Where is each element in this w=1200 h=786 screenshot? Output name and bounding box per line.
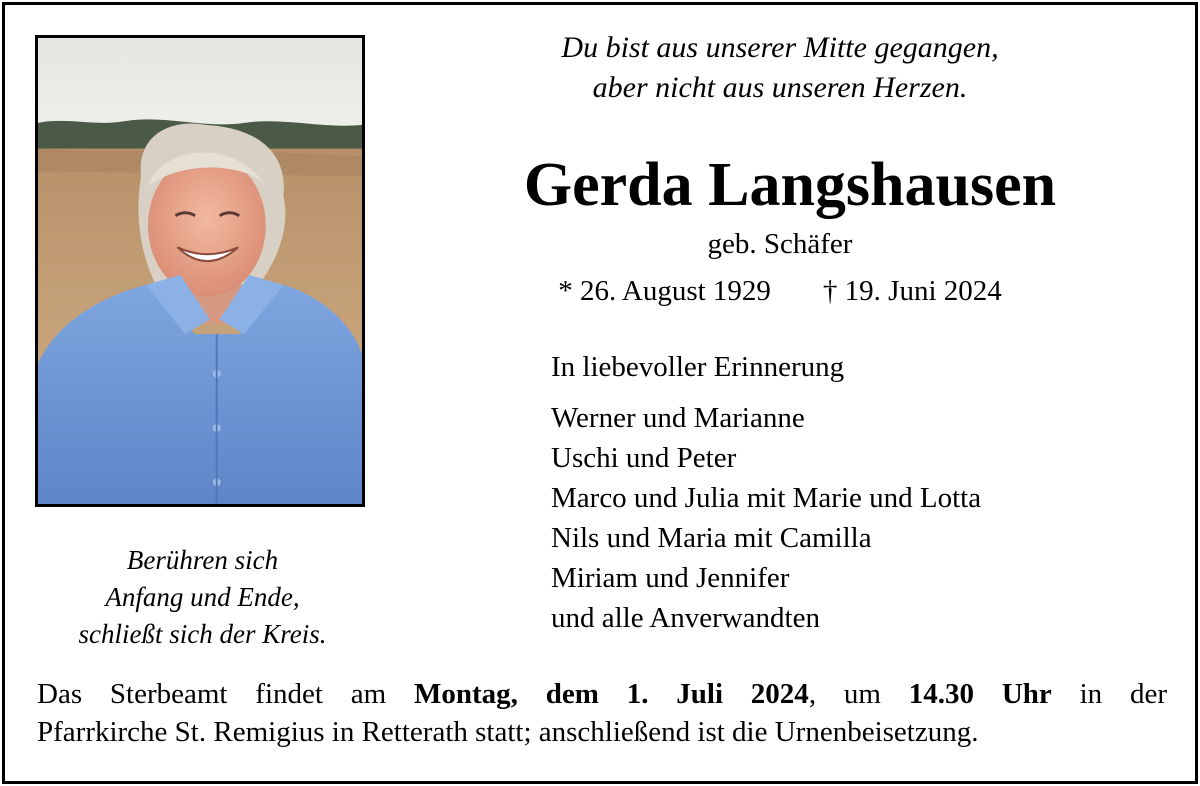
death-date: † 19. Juni 2024 (822, 275, 1002, 307)
service-line-1 (37, 675, 1167, 713)
service-text: Das Sterbeamt findet am (37, 678, 414, 710)
service-day: Montag, dem 1. Juli 2024 (414, 678, 809, 710)
family-entry: Werner und Marianne (551, 402, 805, 434)
service-text: in der (1051, 678, 1167, 710)
birth-date: * 26. August 1929 (558, 275, 771, 307)
service-line-2: Pfarrkirche St. Remigius in Retterath statt; anschließend ist die Urnenbeisetzung. (37, 716, 979, 748)
family-entry: und alle Anverwandten (551, 602, 820, 634)
poem (20, 542, 385, 653)
motto (400, 28, 1160, 108)
family-entry: Marco und Julia mit Marie und Lotta (551, 482, 982, 514)
poem-line: Berühren sich (126, 545, 279, 575)
service-notice (37, 675, 1167, 751)
family-entry: Uschi und Peter (551, 442, 737, 474)
birth-name: geb. Schäfer (707, 228, 853, 260)
motto-line: Du bist aus unserer Mitte gegangen, (561, 31, 999, 64)
family-entry: Miriam und Jennifer (551, 562, 790, 594)
motto-line: aber nicht aus unseren Herzen. (592, 71, 968, 104)
deceased-name: Gerda Langshausen (523, 151, 1057, 219)
portrait-photo-icon (38, 38, 362, 504)
poem-line: schließt sich der Kreis. (78, 619, 327, 649)
family-list (551, 398, 981, 638)
life-dates (400, 273, 1160, 309)
service-time: 14.30 Uhr (908, 678, 1052, 710)
family-entry: Nils und Maria mit Camilla (551, 522, 872, 554)
memory-heading: In liebevoller Erinnerung (551, 351, 845, 383)
service-text: , um (808, 678, 909, 710)
poem-line: Anfang und Ende, (105, 582, 300, 612)
portrait-photo (35, 35, 365, 507)
